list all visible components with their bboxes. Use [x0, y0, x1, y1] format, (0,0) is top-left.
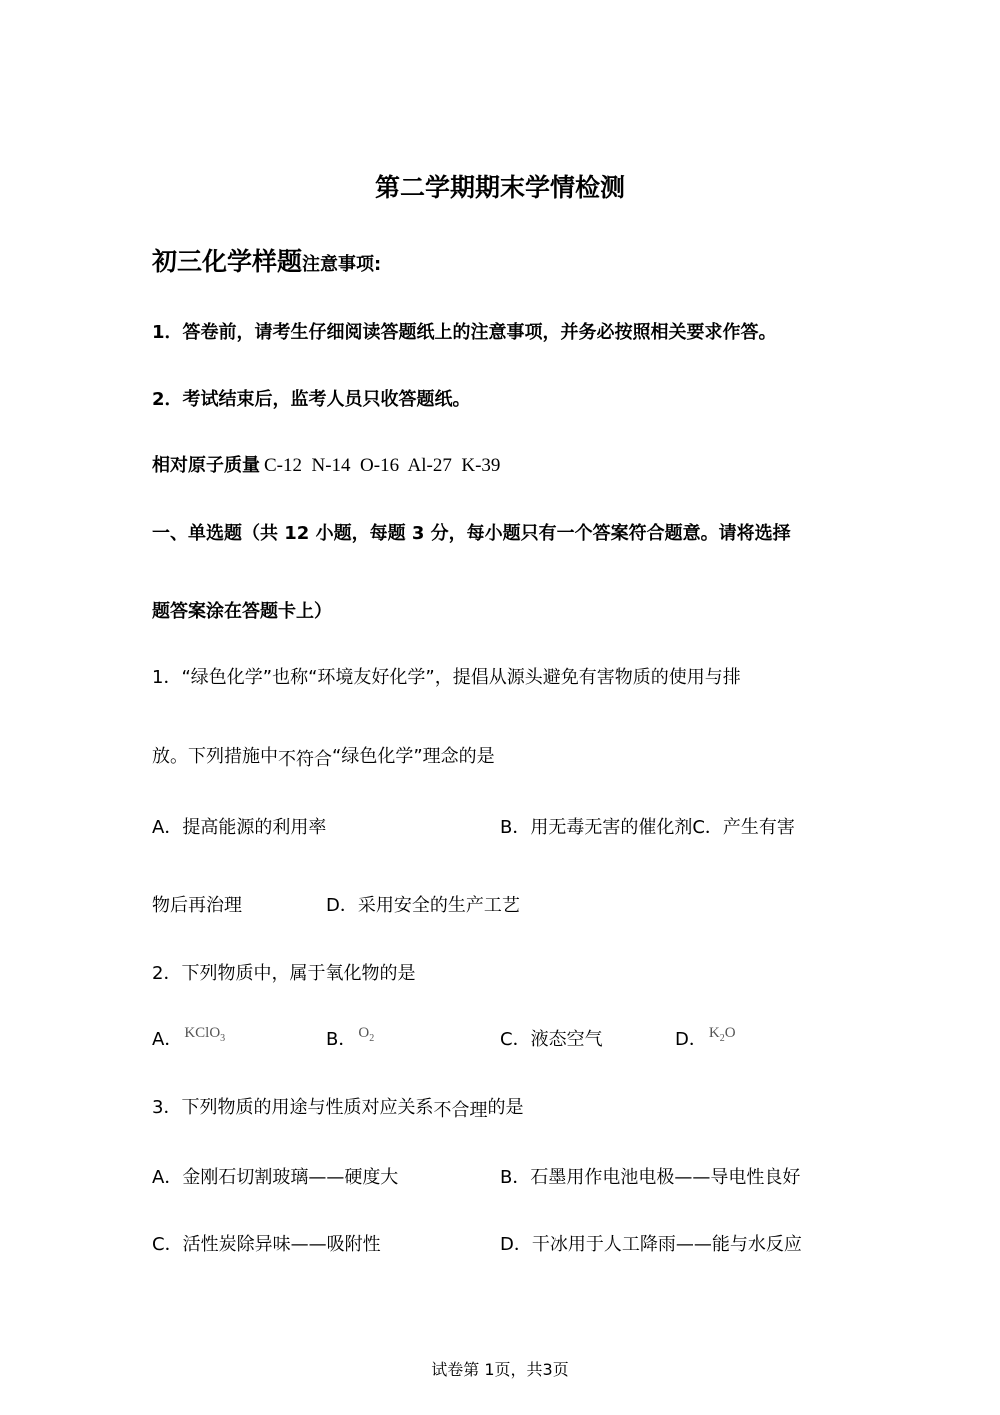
q2-option-d	[675, 1025, 736, 1052]
q1-option-c-part2: 物后再治理	[152, 895, 242, 916]
notes-label: 注意事项:	[302, 254, 382, 275]
q2-option-a	[152, 1025, 225, 1052]
q1-stem-mark: 不符合	[278, 749, 332, 770]
q3-option-b: B．石墨用作电池电极——导电性良好	[500, 1167, 801, 1188]
q2-option-d-formula: K2O	[708, 1025, 736, 1044]
q2-option-a-formula: KClO3	[184, 1025, 226, 1044]
q3-option-c: C．活性炭除异味——吸附性	[152, 1234, 381, 1255]
q2-option-a-label: A．	[152, 1029, 183, 1050]
q1-stem-pre: 放。下列措施中	[152, 746, 278, 767]
section-1-heading-line2: 题答案涂在答题卡上）	[152, 601, 332, 622]
q3-option-d: D．干冰用于人工降雨——能与水反应	[500, 1234, 802, 1255]
q1-option-b	[500, 813, 795, 839]
q3-stem-pre: 3．下列物质的用途与性质对应关系	[152, 1097, 434, 1118]
q1-option-b-text: B．用无毒无害的催化剂	[500, 817, 693, 838]
q2-option-b-label: B．	[326, 1029, 357, 1050]
subject-label: 初三化学样题	[152, 247, 303, 276]
q1-option-c-part1: C．产生有害	[692, 817, 795, 838]
exam-subtitle	[152, 242, 381, 278]
atomic-mass-line	[152, 451, 500, 477]
q3-stem	[152, 1093, 523, 1119]
exam-title: 第二学期期末学情检测	[374, 173, 625, 202]
q1-stem-line2	[152, 742, 495, 768]
q1-option-d: D．采用安全的生产工艺	[326, 895, 520, 916]
q2-option-b-formula: O2	[358, 1025, 375, 1044]
atomic-mass-values: C-12 N-14 O-16 Al-27 K-39	[264, 455, 501, 476]
section-1-heading-line1: 一、单选题（共 12 小题，每题 3 分，每小题只有一个答案符合题意。请将选择	[152, 523, 791, 544]
q1-option-a: A．提高能源的利用率	[152, 817, 327, 838]
q3-option-a: A．金刚石切割玻璃——硬度大	[152, 1167, 399, 1188]
note-2: 2．考试结束后，监考人员只收答题纸。	[152, 389, 471, 410]
atomic-mass-label: 相对原子质量	[152, 455, 260, 476]
q2-stem: 2．下列物质中，属于氧化物的是	[152, 963, 416, 984]
q1-stem-post: “绿色化学”理念的是	[332, 746, 495, 767]
q2-option-b	[326, 1025, 374, 1052]
note-1: 1．答卷前，请考生仔细阅读答题纸上的注意事项，并务必按照相关要求作答。	[152, 322, 777, 343]
q2-option-c: C．液态空气	[500, 1029, 603, 1050]
q3-stem-post: 的是	[487, 1097, 524, 1118]
page-footer: 试卷第 1页，共3页	[431, 1360, 569, 1379]
q2-option-d-label: D．	[675, 1029, 707, 1050]
q1-stem-line1: 1．“绿色化学”也称“环境友好化学”，提倡从源头避免有害物质的使用与排	[152, 667, 741, 688]
q3-stem-mark: 不合理	[433, 1100, 488, 1121]
